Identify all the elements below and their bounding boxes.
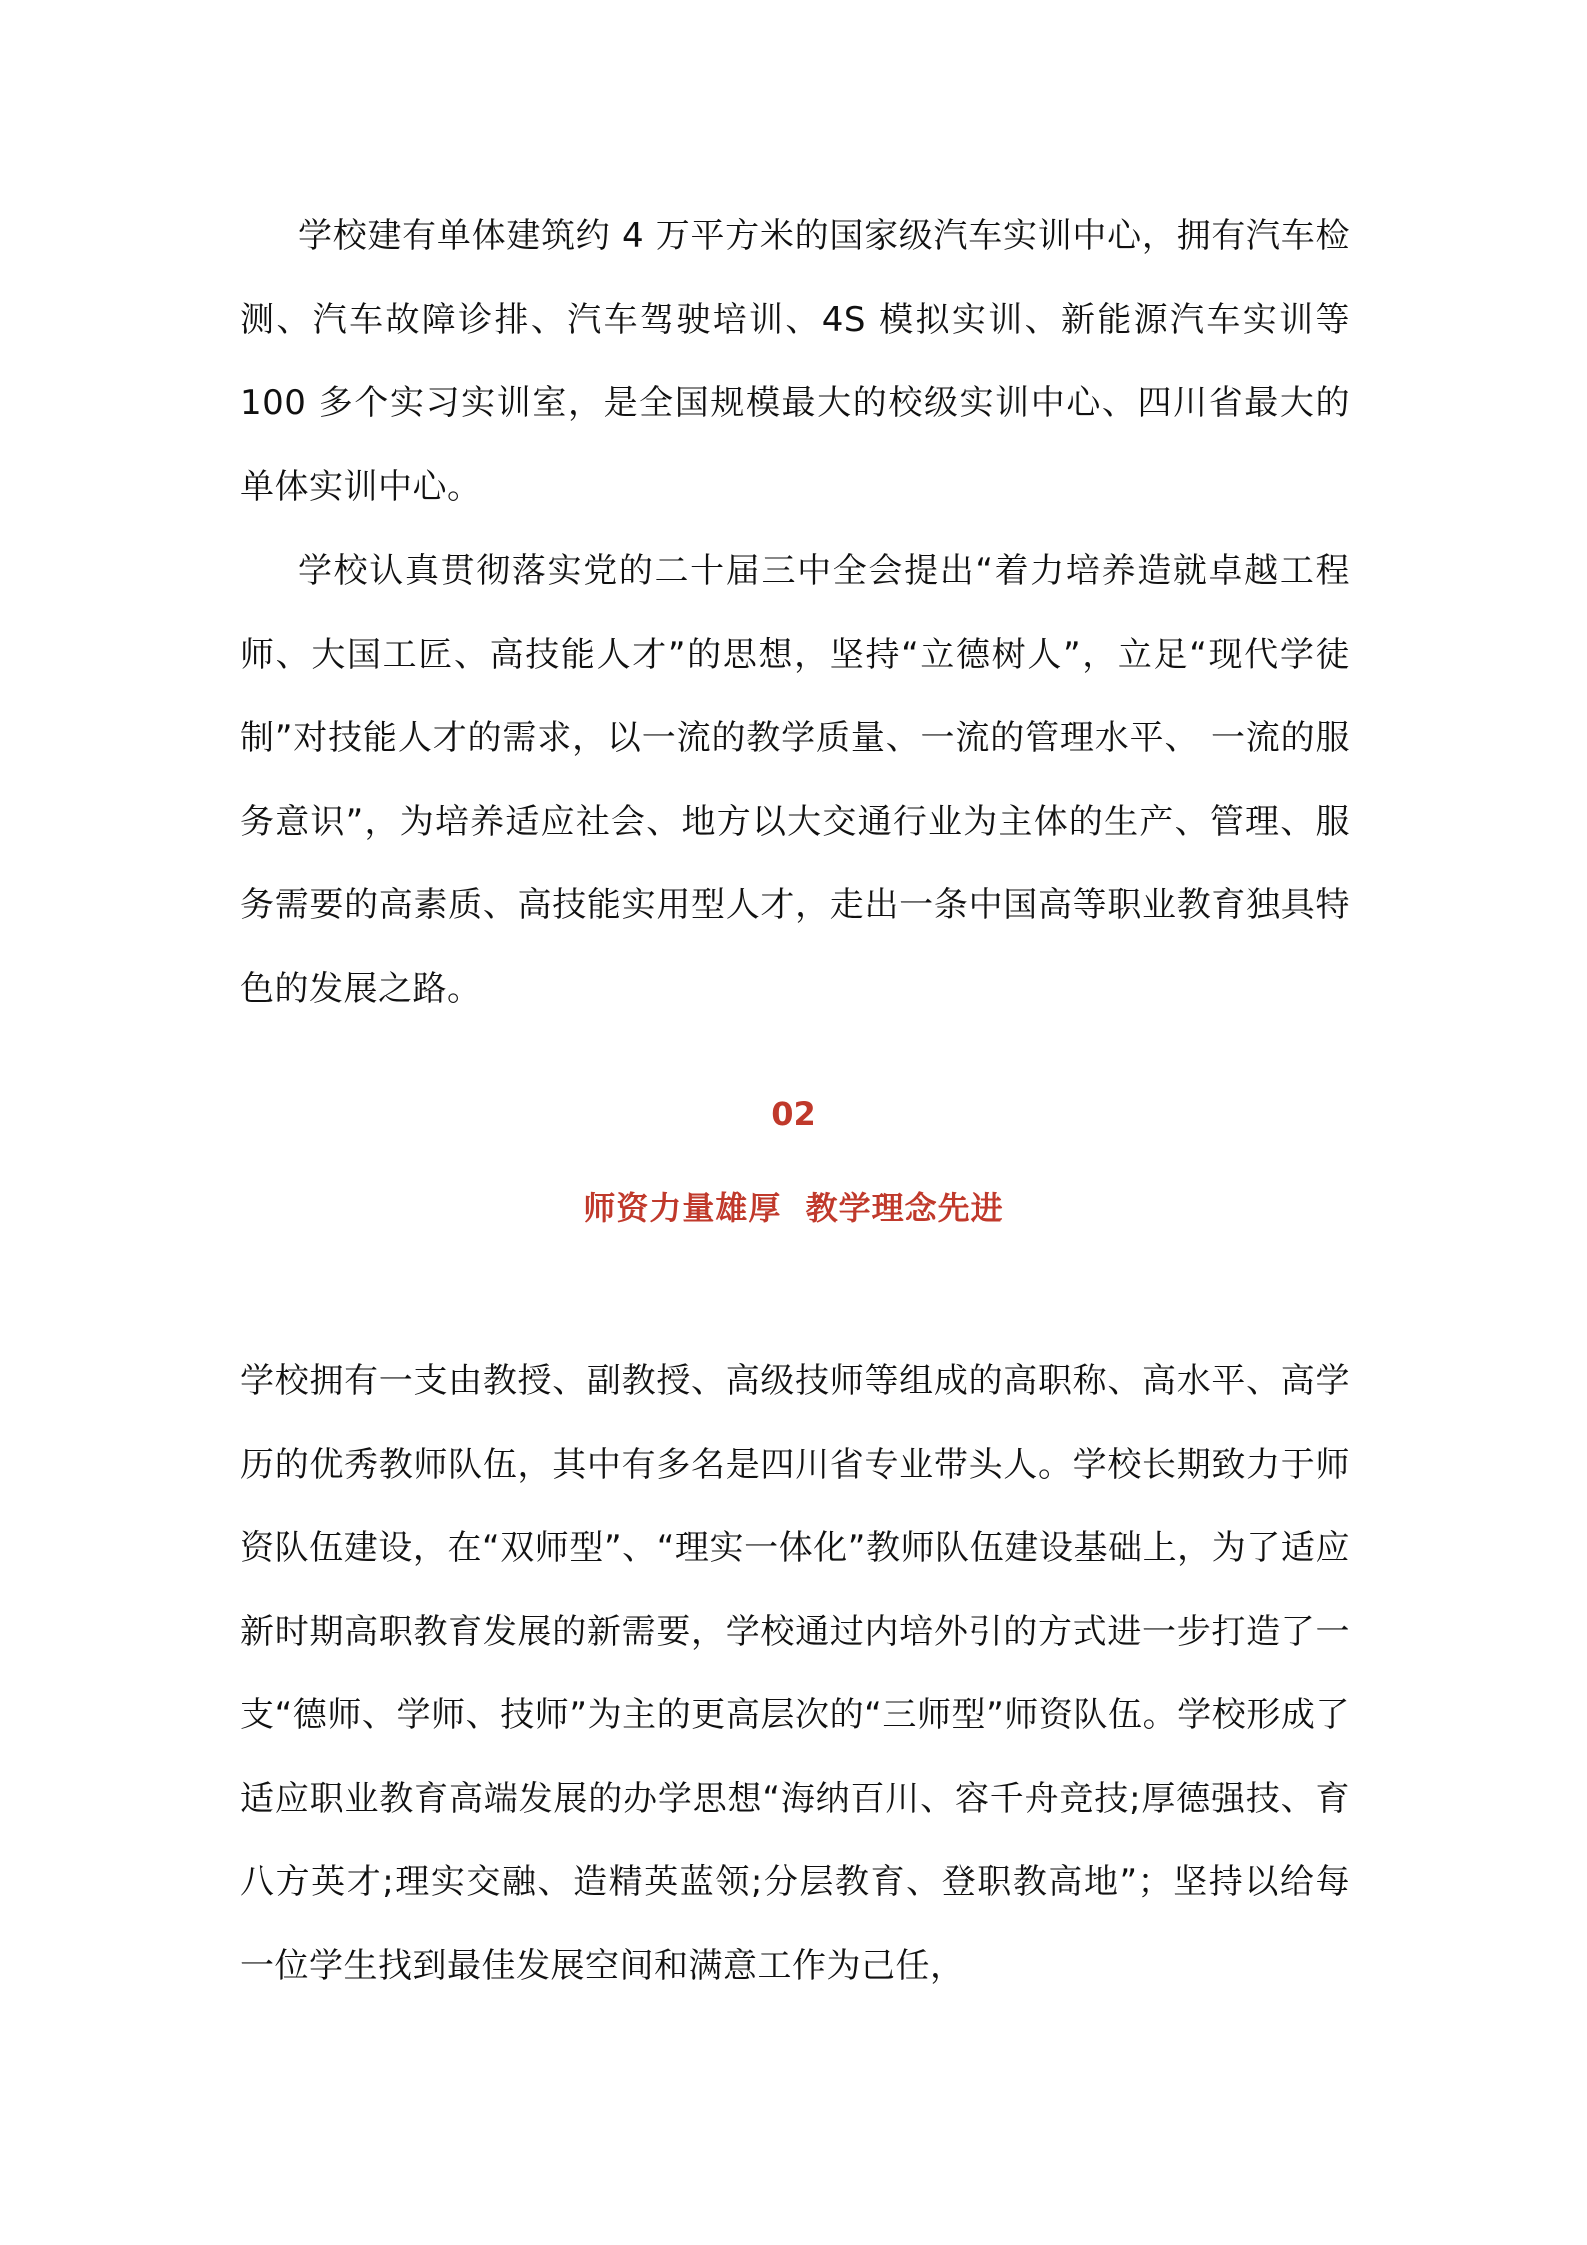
- intro-paragraph-training-center: 学校建有单体建筑约 4 万平方米的国家级汽车实训中心，拥有汽车检测、汽车故障诊排、汽车驾驶培训、4S 模拟实训、新能源汽车实训等 100 多个实习实训室，是全国规模最大的校级实训中心、四川省最大的单体实训中心。: [240, 216, 1350, 507]
- section-number: 02: [771, 1095, 816, 1133]
- faculty-paragraph: 学校拥有一支由教授、副教授、高级技师等组成的高职称、高水平、高学历的优秀教师队伍，其中有多名是四川省专业带头人。学校长期致力于师资队伍建设，在“双师型”、“理实一体化”教师队伍建设基础上，为了适应新时期高职教育发展的新需要，学校通过内培外引的方式进一步打造了一支“德师、学师、技师”为主的更高层次的“三师型”师资队伍。学校形成了适应职业教育高端发展的办学思想“海纳百川、容千舟竞技;厚德强技、育八方英才;理实交融、造精英蓝领;分层教育、登职教高地”；坚持以给每一位学生找到最佳发展空间和满意工作为己任，: [240, 1361, 1350, 1986]
- section-title: 师资力量雄厚 教学理念先进: [583, 1189, 1004, 1227]
- intro-paragraph-talent-cultivation: 学校认真贯彻落实党的二十届三中全会提出“着力培养造就卓越工程师、大国工匠、高技能人才”的思想，坚持“立德树人”，立足“现代学徒制”对技能人才的需求，以一流的教学质量、一流的管理水平、 一流的服务意识”，为培养适应社会、地方以大交通行业为主体的生产、管理、服务需要的高素质、高技能实用型人才，走出一条中国高等职业教育独具特色的发展之路。: [240, 551, 1350, 1009]
